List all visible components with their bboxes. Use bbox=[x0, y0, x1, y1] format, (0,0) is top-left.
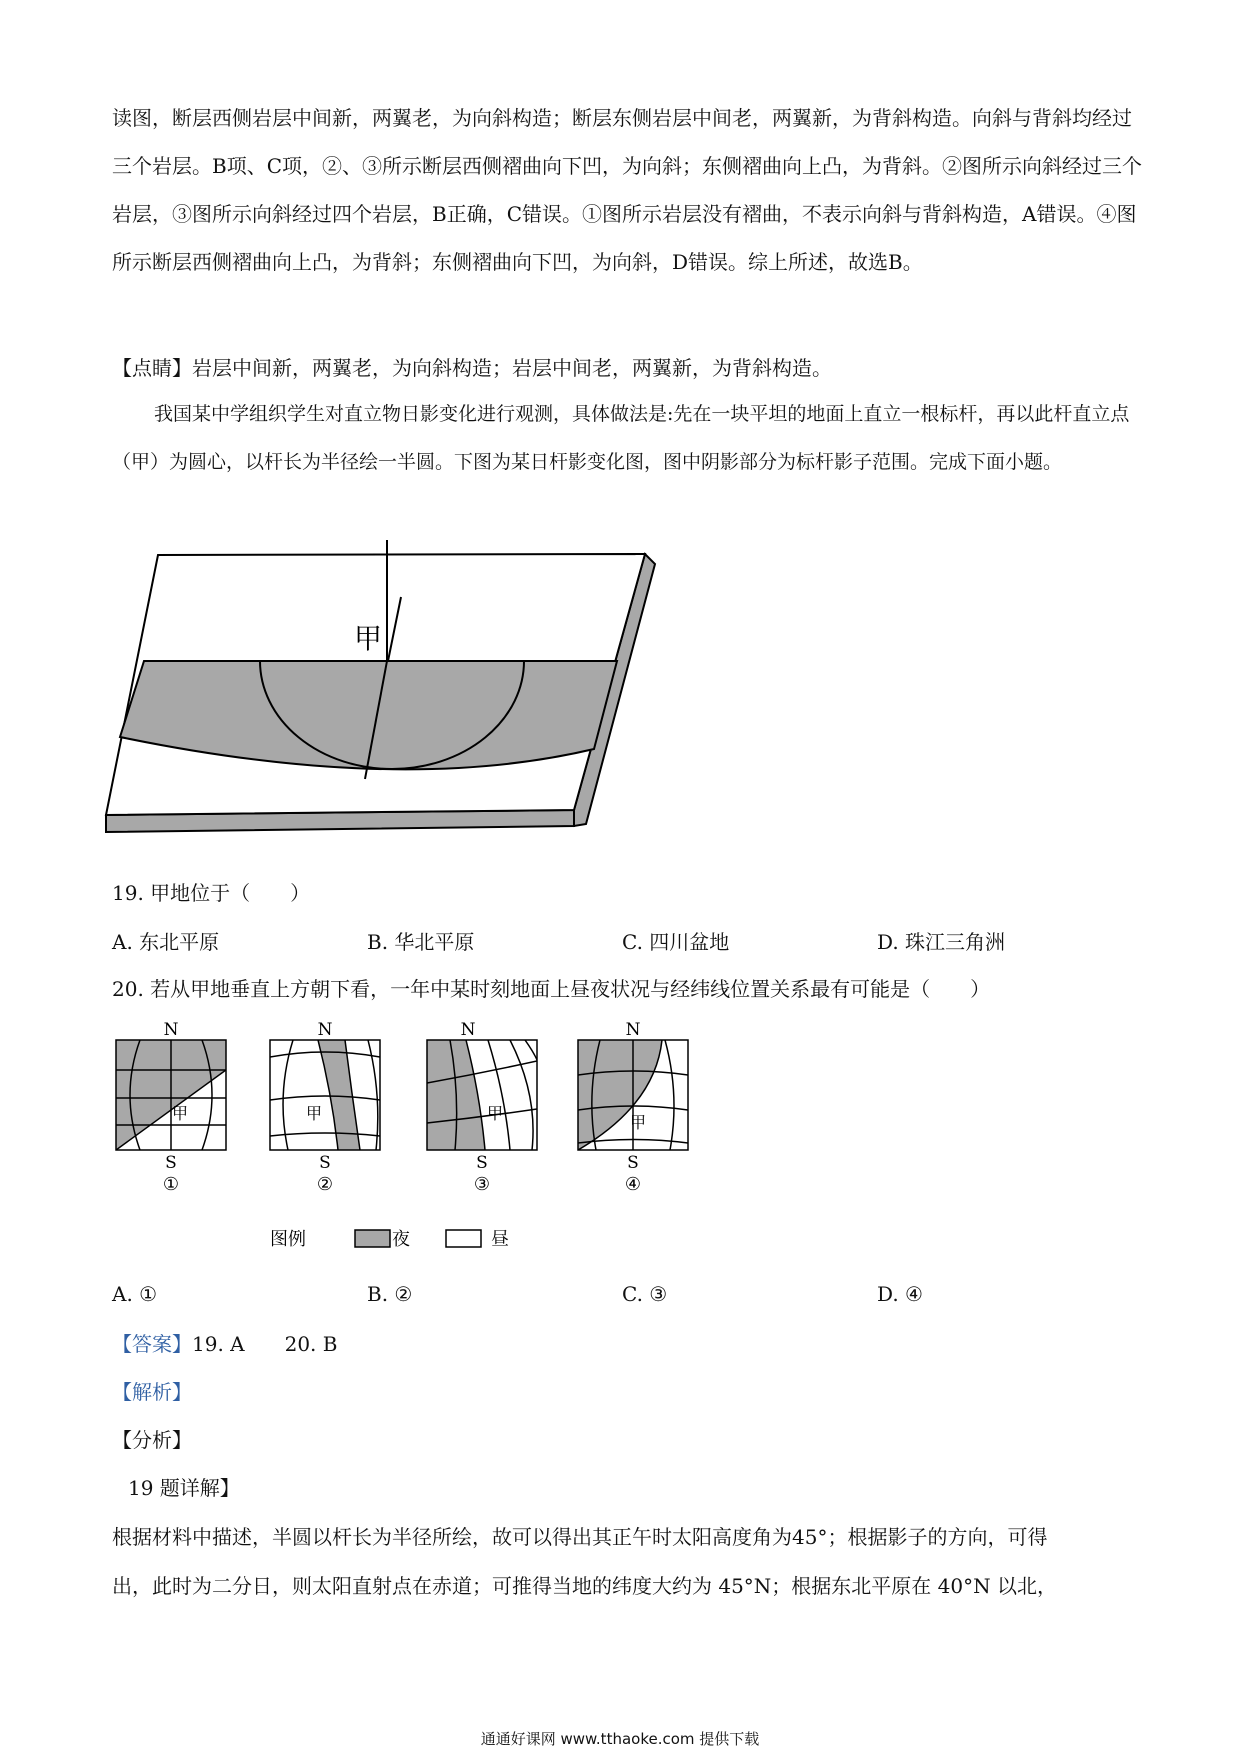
panel-3-number: ③ bbox=[473, 1174, 491, 1195]
panel-1 bbox=[116, 1020, 226, 1195]
detail-line-1: 根据材料中描述，半圆以杆长为半径所绘，故可以得出其正午时太阳高度角为45°；根据影子的方向，可得 bbox=[112, 1525, 1048, 1549]
jiexi-heading: 【解析】 bbox=[112, 1380, 192, 1404]
panel-3-jia: 甲 bbox=[487, 1104, 504, 1123]
dianjing-note bbox=[112, 352, 832, 381]
panel-1-south: S bbox=[165, 1153, 177, 1173]
q20-option-c[interactable]: C. ③ bbox=[622, 1282, 668, 1306]
q19-option-a[interactable]: A. 东北平原 bbox=[112, 930, 220, 954]
q20-option-b[interactable]: B. ② bbox=[367, 1282, 413, 1306]
detail-line-2: 出，此时为二分日，则太阳直射点在赤道；可推得当地的纬度大约为 45°N；根据东北平原在 40°N 以北， bbox=[112, 1574, 1057, 1598]
fenxi-heading: 【分析】 bbox=[112, 1428, 192, 1452]
q19-stem: 19. 甲地位于（ ） bbox=[112, 881, 311, 905]
legend-day-swatch bbox=[446, 1230, 481, 1247]
day-night-panels bbox=[100, 1015, 720, 1260]
detail-heading: 19 题详解】 bbox=[128, 1476, 240, 1500]
dianjing-tag: 【点睛】 bbox=[112, 356, 192, 380]
q19-option-c[interactable]: C. 四川盆地 bbox=[622, 930, 730, 954]
panel-2 bbox=[270, 1020, 380, 1195]
page-footer: 通通好课网 www.tthaoke.com 提供下载 bbox=[480, 1730, 760, 1748]
legend-title: 图例 bbox=[270, 1229, 306, 1250]
panel-3-north: N bbox=[460, 1020, 476, 1040]
panel-3 bbox=[427, 1020, 541, 1195]
panel-2-south: S bbox=[319, 1153, 331, 1173]
legend-night-swatch bbox=[355, 1230, 390, 1247]
panel-4-jia: 甲 bbox=[630, 1113, 647, 1132]
analysis-paragraph: 读图，断层西侧岩层中间新，两翼老，为向斜构造；断层东侧岩层中间老，两翼新，为背斜构造。向斜与背斜均经过三个岩层。B项、C项，②、③所示断层西侧褶曲向下凹，为向斜；东侧褶曲向上凸，为背斜。②图所示向斜经过三个岩层，③图所示向斜经过四个岩层，B正确，C错误。①图所示岩层没有褶曲，不表示向斜与背斜构造，A错误。④图所示断层西侧褶曲向上凸，为背斜；东侧褶曲向下凹，为向斜，D错误。综上所述，故选B。 bbox=[112, 106, 1142, 274]
q20-option-a[interactable]: A. ① bbox=[112, 1282, 158, 1306]
q19-option-b[interactable]: B. 华北平原 bbox=[367, 930, 475, 954]
legend bbox=[270, 1229, 509, 1250]
panel-3-south: S bbox=[476, 1153, 488, 1173]
panel-1-number: ① bbox=[162, 1174, 180, 1195]
panel-2-north: N bbox=[317, 1020, 333, 1040]
q20-option-d[interactable]: D. ④ bbox=[877, 1282, 923, 1306]
panel-2-jia: 甲 bbox=[306, 1104, 323, 1123]
panel-4-number: ④ bbox=[624, 1174, 642, 1195]
panel-4 bbox=[578, 1020, 688, 1195]
panel-4-north: N bbox=[625, 1020, 641, 1040]
legend-night-label: 夜 bbox=[392, 1229, 410, 1250]
jia-label: 甲 bbox=[354, 622, 383, 655]
panel-4-south: S bbox=[627, 1153, 639, 1173]
material-intro: 我国某中学组织学生对直立物日影变化进行观测，具体做法是:先在一块平坦的地面上直立一根标杆，再以此杆直立点（甲）为圆心，以杆长为半径绘一半圆。下图为某日杆影变化图，图中阴影部分为标杆影子范围。完成下面小题。 bbox=[112, 403, 1130, 473]
dianjing-text: 岩层中间新，两翼老，为向斜构造；岩层中间老，两翼新，为背斜构造。 bbox=[192, 356, 832, 380]
answer-tag: 【答案】 bbox=[112, 1332, 192, 1356]
panel-1-north: N bbox=[163, 1020, 179, 1040]
legend-day-label: 昼 bbox=[491, 1229, 509, 1250]
pole-shadow-figure bbox=[100, 540, 660, 850]
q19-option-d[interactable]: D. 珠江三角洲 bbox=[877, 930, 1006, 954]
answer bbox=[112, 1328, 337, 1357]
panel-1-jia: 甲 bbox=[172, 1104, 189, 1123]
q20-stem: 20. 若从甲地垂直上方朝下看，一年中某时刻地面上昼夜状况与经纬线位置关系最有可能是（ ） bbox=[112, 977, 991, 1001]
answer-text: 19. A 20. B bbox=[192, 1332, 338, 1356]
panel-2-number: ② bbox=[316, 1174, 334, 1195]
